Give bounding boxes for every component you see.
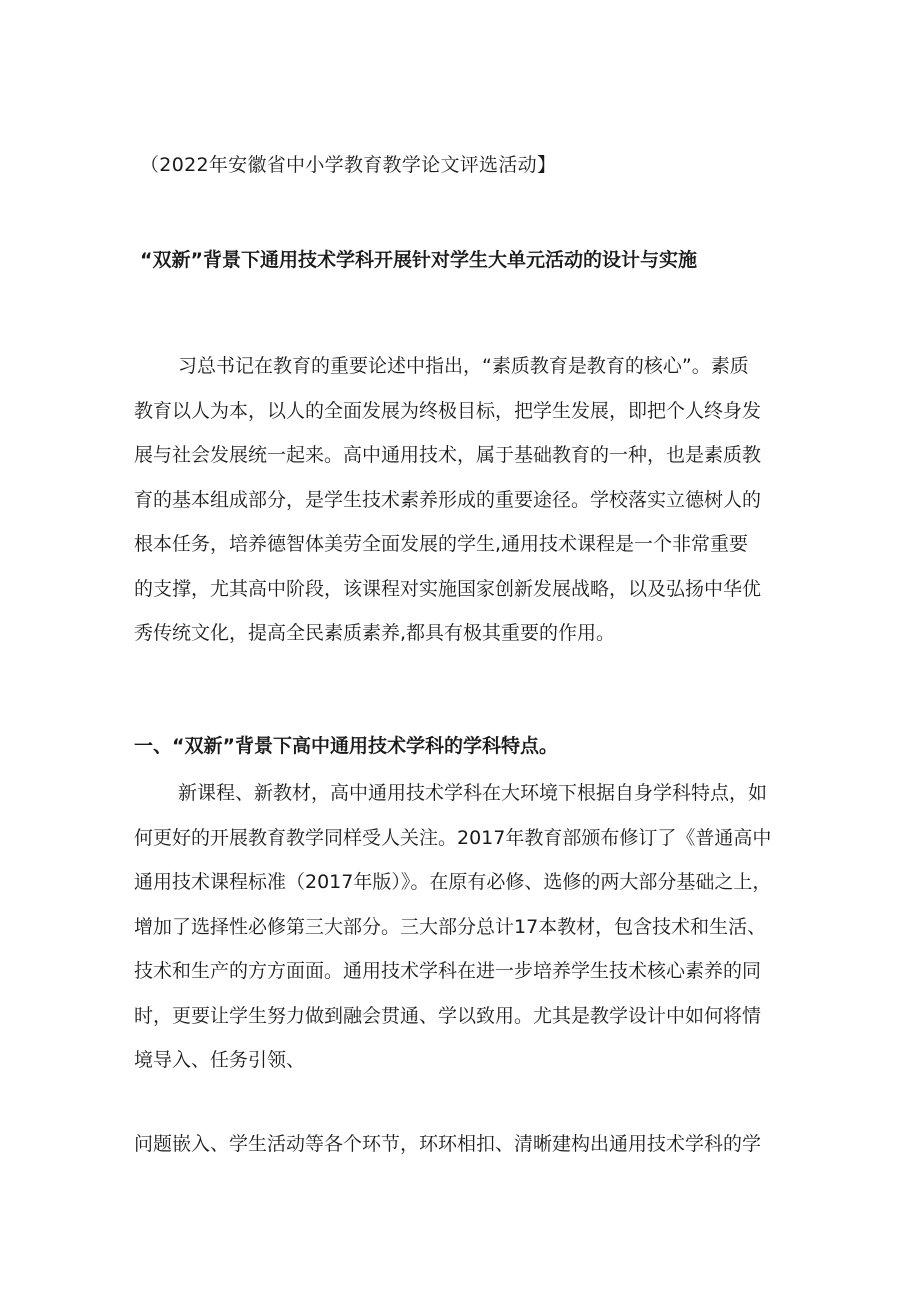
- paragraph-line: 秀传统文化，提高全民素质素养,都具有极其重要的作用。: [134, 622, 616, 644]
- paragraph-line: 时，更要让学生努力做到融会贯通、学以致用。尤其是教学设计中如何将情: [134, 1004, 762, 1027]
- paragraph-line: 根本任务，培养德智体美劳全面发展的学生,通用技术课程是一个非常重要: [134, 533, 749, 555]
- paragraph-line: 的支撑，尤其高中阶段，该课程对实施国家创新发展战略，以及弘扬中华优: [134, 577, 762, 600]
- contest-header: （2022年安徽省中小学教育教学论文评选活动】: [140, 154, 557, 176]
- paragraph-line: 增加了选择性必修第三大部分。三大部分总计17本教材，包含技术和生活、: [134, 915, 767, 938]
- paragraph-line: 通用技术课程标准（2017年版）》。在原有必修、选修的两大部分基础之上，: [134, 871, 772, 893]
- section-1-paragraph: [134, 771, 824, 1083]
- paragraph-line: 何更好的开展教育教学同样受人关注。2017年教育部颁布修订了《普通高中: [134, 826, 772, 849]
- paragraph-line: 技术和生产的方方面面。通用技术学科在进一步培养学生技术核心素养的同: [134, 960, 762, 982]
- paper-title: “双新”背景下通用技术学科开展针对学生大单元活动的设计与实施: [140, 249, 697, 271]
- paragraph-line: 教育以人为本，以人的全面发展为终极目标，把学生发展，即把个人终身发: [134, 399, 762, 422]
- section-heading-1: 一、“双新”背景下高中通用技术学科的学科特点。: [134, 735, 558, 757]
- paragraph-line: 展与社会发展统一起来。高中通用技术，属于基础教育的一种，也是素质教: [134, 444, 762, 466]
- paragraph-line: 新课程、新教材，高中通用技术学科在大环境下根据自身学科特点，如: [178, 782, 768, 804]
- paragraph-line: 问题嵌入、学生活动等各个环节，环环相扣、清晰建构出通用技术学科的学: [134, 1133, 762, 1155]
- intro-paragraph: [134, 344, 824, 656]
- paragraph-line: 境导入、任务引领、: [134, 1049, 306, 1071]
- paragraph-line: 习总书记在教育的重要论述中指出，“素质教育是教育的核心”。素质: [178, 355, 749, 377]
- paragraph-line: 育的基本组成部分，是学生技术素养形成的重要途径。学校落实立德树人的: [134, 488, 762, 511]
- continuation-paragraph: [134, 1122, 824, 1167]
